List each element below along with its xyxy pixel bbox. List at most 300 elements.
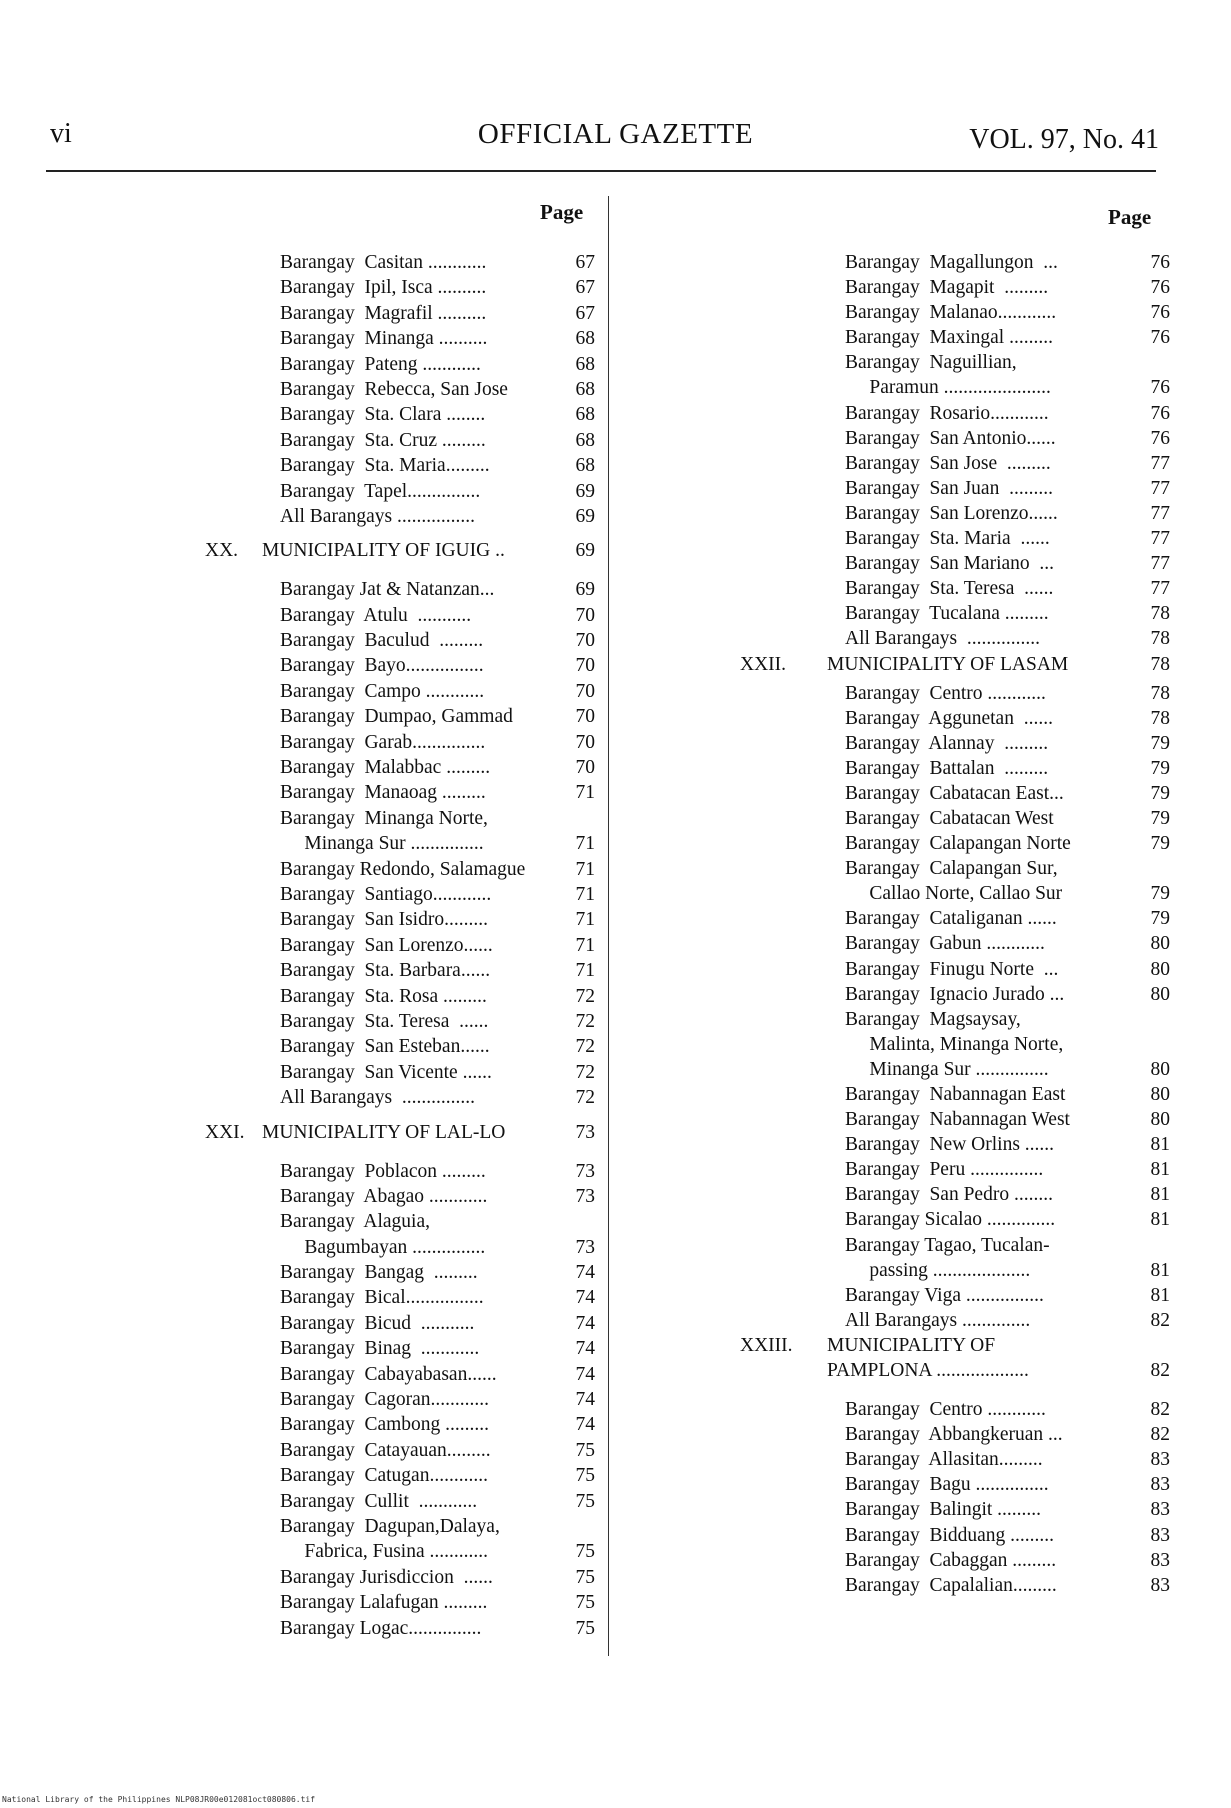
entry-text: All Barangays ................ [280,505,475,527]
entry-text: Barangay Magrafil .......... [280,302,487,324]
entry-page: 81 [1150,1159,1170,1181]
entry-page: 81 [1150,1259,1170,1281]
entry-page: 67 [575,252,595,273]
entry-text: Barangay Minanga Norte, [280,807,488,829]
entry-page: 83 [1150,1524,1170,1546]
index-entry [740,1397,1170,1422]
entry-text: Barangay San Jose ......... [845,452,1051,474]
entry-text: Fabrica, Fusina ............ [280,1541,488,1563]
entry-page: 75 [575,1617,595,1639]
index-entry [740,1548,1170,1573]
index-entry [740,1472,1170,1497]
entry-text: Barangay Sta. Clara ........ [280,404,486,426]
entry-text: Barangay Calapangan Sur, [845,858,1058,880]
index-entry [740,1107,1170,1132]
entry-page: 75 [575,1439,595,1461]
entry-text: Barangay Malabbac ......... [280,757,491,779]
index-entry [200,1463,600,1488]
entry-page: 78 [1150,603,1170,625]
entry-text: Barangay Finugu Norte ... [845,958,1059,980]
entry-text: Malinta, Minanga Norte, [845,1033,1064,1055]
index-entry [200,984,600,1009]
index-entry [740,881,1170,906]
index-entry [740,551,1170,576]
entry-text: Barangay Dumpao, Gammad [280,706,513,728]
index-entry [200,831,600,856]
index-entry [740,931,1170,956]
entry-page: 83 [1150,1474,1170,1496]
entry-text: Barangay Rebecca, San Jose [280,378,508,400]
index-entry [200,933,600,958]
index-entry [200,1235,600,1260]
entry-page: 68 [575,404,595,426]
entry-text: Barangay Cabatacan East... [845,782,1064,804]
entry-text: PAMPLONA ................... [827,1359,1029,1381]
index-entry [740,1057,1170,1082]
index-entry [200,780,600,805]
entry-page: 74 [575,1262,595,1284]
entry-text: Barangay Abbangkeruan ... [845,1424,1063,1446]
index-entry [740,1358,1170,1383]
entry-page: 81 [1150,1209,1170,1231]
entry-page: 77 [1150,578,1170,600]
entry-text: Barangay San Juan ......... [845,477,1053,499]
index-entry [200,1565,600,1590]
entry-text: Barangay Logac............... [280,1617,482,1639]
index-entry [200,1362,600,1387]
entry-text: Minanga Sur ............... [845,1058,1049,1080]
volume-label: VOL. 97, No. 41 [969,124,1159,155]
entry-page: 69 [575,505,595,527]
index-entry [740,781,1170,806]
index-entry [200,1311,600,1336]
entry-text: Barangay Poblacon ......... [280,1160,486,1182]
index-entry [740,1523,1170,1548]
entry-page: 77 [1150,553,1170,575]
entry-page: 69 [575,540,595,562]
entry-page: 72 [575,1036,595,1058]
entry-text: Barangay Centro ............ [845,1399,1046,1421]
entry-page: 79 [1150,833,1170,855]
index-entry [740,325,1170,350]
entry-page: 80 [1150,933,1170,955]
index-entry [200,1285,600,1310]
entry-page: 75 [575,1566,595,1588]
entry-text: Barangay New Orlins ...... [845,1134,1055,1156]
entry-page: 81 [1150,1184,1170,1206]
entry-text: Barangay Campo ............ [280,680,485,702]
index-entry [200,1260,600,1285]
index-entry [740,401,1170,426]
entry-page: 71 [575,960,595,982]
entry-text: Barangay Nabannagan East [845,1084,1066,1105]
gazette-title: OFFICIAL GAZETTE [477,118,754,150]
index-entry [740,350,1140,375]
index-entry [740,1007,1140,1032]
entry-text: Barangay Pateng ............ [280,353,481,375]
entry-text: Barangay Bical................ [280,1287,484,1309]
index-entry [740,957,1170,982]
index-entry [200,1009,600,1034]
entry-text: Barangay Balingit ......... [845,1499,1042,1521]
index-entry [200,1514,600,1539]
entry-page: 74 [575,1287,595,1309]
entry-page: 71 [575,883,595,905]
entry-page: 68 [575,378,595,400]
entry-text: MUNICIPALITY OF IGUIG .. [262,540,505,562]
entry-text: Barangay San Mariano ... [845,553,1055,575]
entry-page: 76 [1150,277,1170,299]
index-entry [200,1184,600,1209]
entry-text: All Barangays .............. [845,1309,1031,1331]
entry-page: 80 [1150,1109,1170,1131]
entry-text: Barangay Bagu ............... [845,1474,1049,1496]
index-entry [740,1207,1170,1232]
index-entry [740,300,1170,325]
entry-page: 71 [575,833,595,855]
entry-text: Barangay Calapangan Norte [845,833,1071,855]
section-number: XXI. [205,1121,245,1143]
index-entry [200,806,600,831]
entry-text: Barangay Cataliganan ...... [845,908,1057,930]
index-entry [200,275,600,300]
index-entry [740,1308,1170,1333]
entry-text: Barangay Abagao ............ [280,1185,488,1207]
entry-text: Barangay Magsaysay, [845,1008,1021,1030]
entry-text: Barangay Centro ............ [845,682,1046,704]
entry-page: 71 [575,782,595,804]
index-entry [740,1258,1170,1283]
entry-text: All Barangays ............... [845,628,1040,650]
right-index-column [740,250,1170,1598]
entry-text: Barangay Malanao............ [845,302,1057,324]
entry-text: Barangay Garab............... [280,731,486,753]
entry-text: Barangay Jat & Natanzan... [280,579,495,601]
entry-text: Barangay Sta. Maria......... [280,455,490,477]
index-entry [200,730,600,755]
index-entry [200,1489,600,1514]
entry-page: 74 [575,1414,595,1436]
index-entry [740,831,1170,856]
entry-page: 67 [575,302,595,324]
index-entry [200,1438,600,1463]
entry-text: Barangay San Isidro......... [280,909,488,931]
entry-page: 78 [1150,707,1170,729]
index-entry [200,1159,600,1184]
entry-text: Barangay Casitan ............ [280,252,487,273]
entry-page: 75 [575,1592,595,1614]
entry-text: Barangay Cabayabasan...... [280,1363,497,1385]
entry-text: Barangay Tagao, Tucalan- [845,1234,1050,1256]
entry-page: 76 [1150,302,1170,324]
entry-text: Barangay Magapit ......... [845,277,1049,299]
index-entry [200,326,600,351]
entry-text: Minanga Sur ............... [280,833,484,855]
index-entry [200,1387,600,1412]
entry-text: Barangay Naguillian, [845,352,1017,374]
spacer [740,1383,1140,1397]
entry-page: 70 [575,630,595,652]
entry-page: 80 [1150,1084,1170,1105]
index-entry [740,526,1170,551]
entry-page: 72 [575,1010,595,1032]
left-index-column [200,250,600,1641]
entry-text: Barangay Catayauan......... [280,1439,491,1461]
entry-page: 79 [1150,883,1170,905]
entry-text: Barangay San Lorenzo...... [280,934,493,956]
index-entry [740,806,1170,831]
index-entry [740,451,1170,476]
entry-text: Barangay Sta. Maria ...... [845,528,1050,550]
entry-page: 76 [1150,377,1170,399]
entry-page: 76 [1150,427,1170,449]
entry-text: Barangay San Esteban...... [280,1036,490,1058]
entry-text: Barangay Cabatacan West [845,807,1054,829]
index-entry [200,1590,600,1615]
index-entry [200,428,600,453]
entry-page: 71 [575,909,595,931]
index-entry [740,601,1170,626]
index-entry [740,501,1170,526]
index-entry [740,681,1170,706]
page-number: vi [50,118,72,149]
entry-text: Barangay Viga ................ [845,1284,1044,1306]
entry-text: Barangay Bidduang ......... [845,1524,1055,1546]
entry-page: 75 [575,1465,595,1487]
index-entry [740,576,1170,601]
index-entry [740,1283,1170,1308]
entry-page: 81 [1150,1134,1170,1156]
entry-text: Barangay Lalafugan ......... [280,1592,488,1614]
entry-page: 79 [1150,807,1170,829]
entry-text: Barangay Bicud ........... [280,1312,475,1334]
entry-text: Bagumbayan ............... [280,1236,486,1258]
index-entry [200,1412,600,1437]
index-entry [200,857,600,882]
index-entry [200,958,600,983]
index-entry [740,250,1170,275]
entry-page: 78 [1150,628,1170,650]
entry-page: 71 [575,858,595,880]
index-entry [740,1497,1170,1522]
index-entry [740,275,1170,300]
index-entry [200,352,600,377]
index-entry [740,1082,1170,1107]
index-entry [200,907,600,932]
entry-text: Barangay Jurisdiccion ...... [280,1566,493,1588]
entry-page: 81 [1150,1284,1170,1306]
entry-page: 77 [1150,502,1170,524]
entry-text: Barangay Peru ............... [845,1159,1044,1181]
entry-text: Barangay Redondo, Salamague [280,858,526,880]
index-entry [200,1085,600,1110]
entry-text: Barangay Manaoag ......... [280,782,486,804]
index-entry [740,1573,1170,1598]
section-heading [740,652,1170,677]
column-divider [608,196,609,1656]
entry-page: 70 [575,731,595,753]
entry-page: 73 [575,1236,595,1258]
index-entry [200,504,600,529]
index-entry [740,476,1170,501]
entry-text: Barangay Magallungon ... [845,252,1058,273]
entry-text: MUNICIPALITY OF [827,1334,996,1356]
index-entry [200,479,600,504]
entry-text: MUNICIPALITY OF LAL-LO [262,1121,506,1143]
entry-text: Barangay Santiago............ [280,883,492,905]
entry-page: 70 [575,757,595,779]
entry-text: Barangay Bayo................ [280,655,484,677]
entry-page: 74 [575,1338,595,1360]
index-entry [200,377,600,402]
entry-page: 76 [1150,252,1170,273]
index-entry [740,1032,1140,1057]
right-page-heading: Page [1108,205,1152,229]
index-entry [200,653,600,678]
entry-page: 69 [575,579,595,601]
entry-text: Barangay Allasitan......... [845,1449,1043,1471]
entry-page: 70 [575,706,595,728]
index-entry [740,906,1170,931]
index-entry [740,426,1170,451]
section-number: XXIII. [740,1334,793,1356]
entry-text: Barangay Sta. Cruz ......... [280,429,486,451]
index-entry [200,1336,600,1361]
index-entry [740,1233,1140,1258]
entry-page: 82 [1150,1399,1170,1421]
entry-page: 75 [575,1541,595,1563]
index-entry [740,1447,1170,1472]
entry-text: Barangay San Antonio...... [845,427,1056,449]
index-entry [740,706,1170,731]
entry-page: 80 [1150,983,1170,1005]
entry-text: Barangay Sta. Teresa ...... [845,578,1054,600]
entry-page: 76 [1150,327,1170,349]
index-entry [740,375,1170,400]
entry-text: Barangay Bangag ......... [280,1262,478,1284]
index-entry [200,402,600,427]
entry-page: 72 [575,1061,595,1083]
entry-text: Barangay Catugan............ [280,1465,488,1487]
entry-text: Barangay Alannay ......... [845,732,1049,754]
index-entry [200,603,600,628]
entry-text: Barangay Alaguia, [280,1211,430,1233]
entry-page: 80 [1150,958,1170,980]
index-entry [200,704,600,729]
entry-page: 69 [575,480,595,502]
entry-page: 80 [1150,1058,1170,1080]
entry-text: passing .................... [845,1259,1031,1281]
entry-text: Barangay Gabun ............ [845,933,1045,955]
entry-page: 77 [1150,528,1170,550]
index-entry [200,1539,600,1564]
entry-text: Barangay Maxingal ......... [845,327,1053,349]
entry-page: 68 [575,328,595,350]
entry-page: 68 [575,455,595,477]
entry-text: Barangay Tucalana ......... [845,603,1049,625]
index-entry [200,1616,600,1641]
entry-page: 83 [1150,1549,1170,1571]
section-heading [740,1333,1140,1358]
entry-page: 76 [1150,402,1170,424]
entry-page: 77 [1150,477,1170,499]
entry-text: Barangay Tapel............... [280,480,481,502]
entry-text: Barangay Battalan ......... [845,757,1049,779]
index-entry [200,882,600,907]
header-rule [46,170,1156,172]
entry-text: Barangay Atulu ........... [280,604,472,626]
section-heading [200,1111,600,1155]
entry-text: Barangay San Vicente ...... [280,1061,492,1083]
index-entry [200,1209,600,1234]
section-number: XXII. [740,653,787,675]
index-entry [740,1182,1170,1207]
entry-page: 73 [575,1121,595,1143]
entry-text: Paramun ...................... [845,377,1051,399]
entry-text: Barangay Cullit ............ [280,1490,478,1512]
entry-page: 79 [1150,908,1170,930]
index-entry [200,679,600,704]
entry-page: 74 [575,1312,595,1334]
entry-text: Barangay Capalalian......... [845,1574,1057,1596]
index-entry [200,1034,600,1059]
entry-text: Barangay Dagupan,Dalaya, [280,1515,500,1537]
entry-page: 82 [1150,1359,1170,1381]
entry-text: Callao Norte, Callao Sur [845,883,1063,905]
entry-text: Barangay Rosario............ [845,402,1049,424]
entry-page: 73 [575,1185,595,1207]
entry-text: Barangay Aggunetan ...... [845,707,1053,729]
entry-page: 70 [575,680,595,702]
entry-page: 73 [575,1160,595,1182]
entry-text: Barangay Binag ............ [280,1338,480,1360]
entry-page: 79 [1150,782,1170,804]
entry-text: Barangay Minanga .......... [280,328,488,350]
entry-text: MUNICIPALITY OF LASAM [827,653,1069,675]
entry-text: All Barangays ............... [280,1087,475,1109]
entry-page: 79 [1150,757,1170,779]
entry-page: 72 [575,1087,595,1109]
index-entry [200,250,600,275]
entry-page: 79 [1150,732,1170,754]
section-number: XX. [205,540,239,562]
entry-text: Barangay Ignacio Jurado ... [845,983,1065,1005]
entry-page: 78 [1150,682,1170,704]
entry-text: Barangay Sicalao .............. [845,1209,1056,1231]
entry-text: Barangay Baculud ......... [280,630,484,652]
entry-page: 74 [575,1363,595,1385]
entry-page: 75 [575,1490,595,1512]
entry-page: 83 [1150,1449,1170,1471]
left-page-heading: Page [540,200,584,224]
scan-footer: National Library of the Philippines NLP08JR00e012081oct080806.tif [2,1795,316,1804]
index-entry [740,731,1170,756]
entry-page: 68 [575,429,595,451]
entry-page: 74 [575,1389,595,1411]
entry-page: 78 [1150,653,1170,675]
entry-page: 82 [1150,1309,1170,1331]
index-entry [740,1132,1170,1157]
index-entry [200,628,600,653]
entry-text: Barangay Sta. Rosa ......... [280,985,487,1007]
entry-text: Barangay Sta. Barbara...... [280,960,491,982]
entry-text: Barangay Cabaggan ......... [845,1549,1057,1571]
index-entry [200,1060,600,1085]
entry-text: Barangay Cagoran............ [280,1389,490,1411]
entry-page: 77 [1150,452,1170,474]
index-entry [740,982,1170,1007]
entry-text: Barangay Cambong ......... [280,1414,490,1436]
